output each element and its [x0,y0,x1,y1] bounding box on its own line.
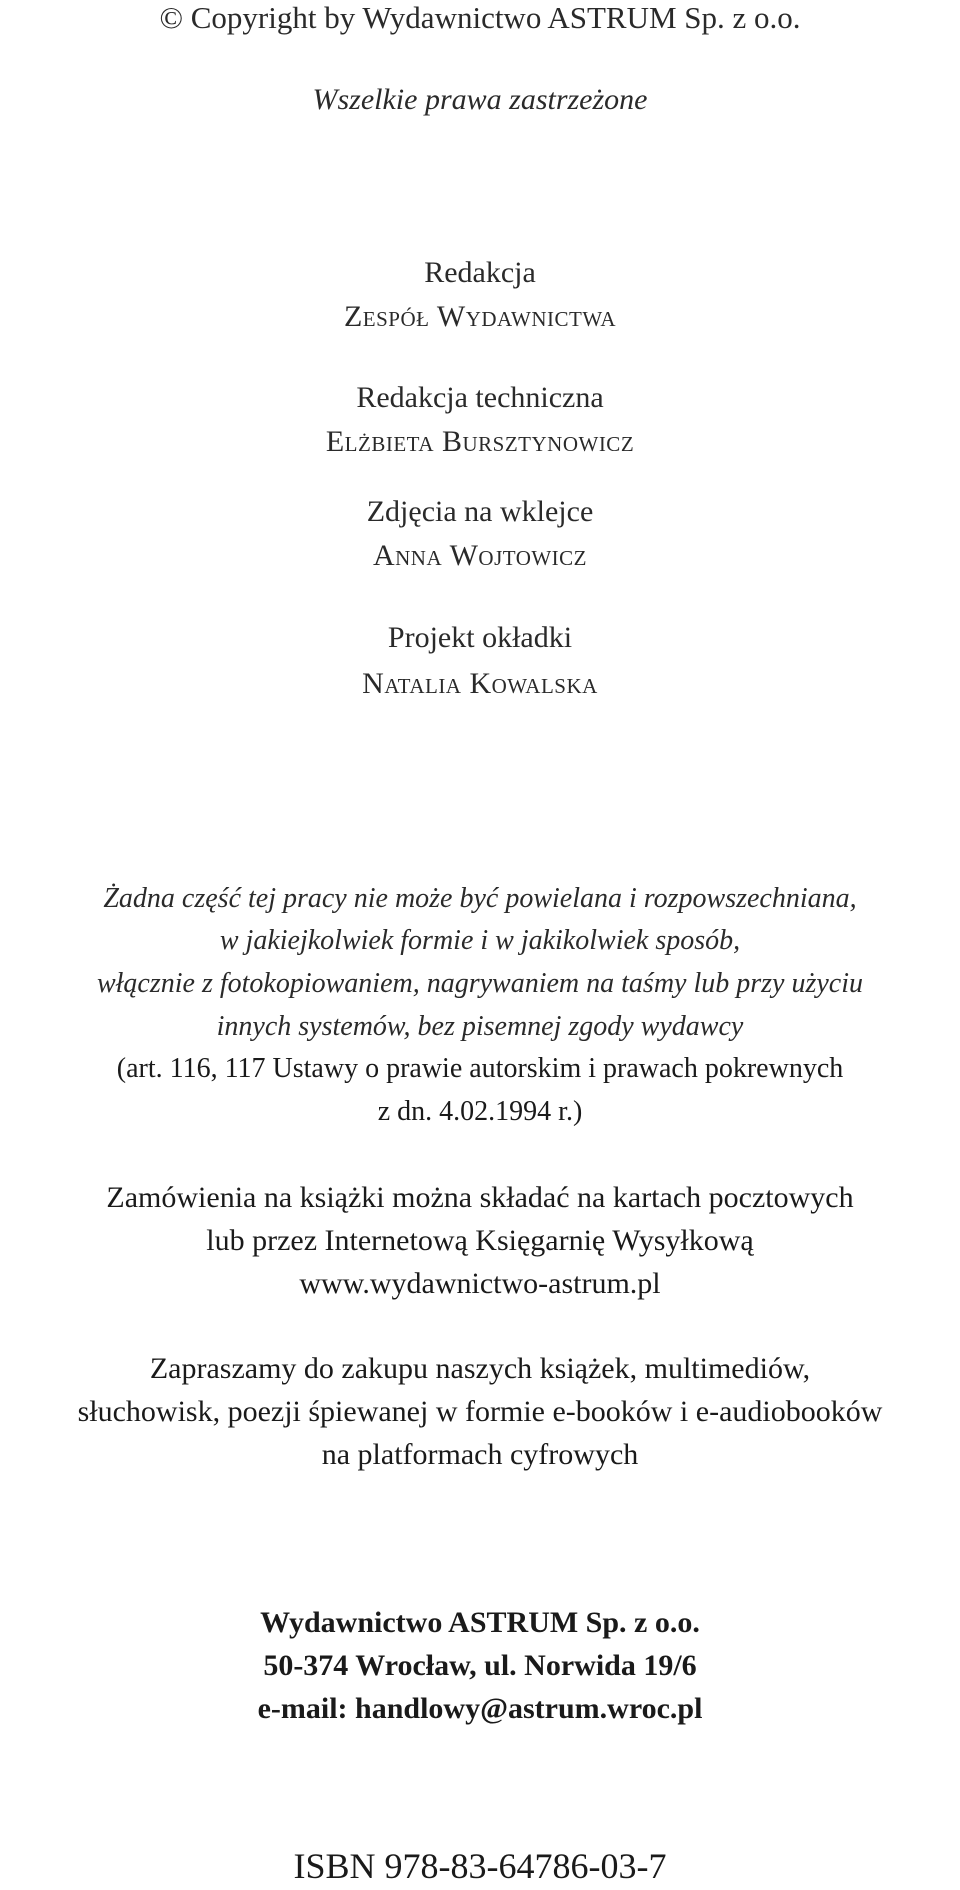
invitation-line: słuchowisk, poezji śpiewanej w formie e-booków i e-audiobooków [77,1395,883,1428]
invitation-line: Zapraszamy do zakupu naszych książek, multimediów, [149,1352,811,1385]
rights-reserved: Wszelkie prawa zastrzeżone [312,83,648,116]
credit-role-cover: Projekt okładki [387,621,573,654]
publisher-name: Wydawnictwo ASTRUM Sp. z o.o. [260,1606,700,1639]
notice-line: innych systemów, bez pisemnej zgody wydawcy [216,1011,744,1042]
publisher-email[interactable]: e-mail: handlowy@astrum.wroc.pl [257,1692,703,1725]
invitation-line: na platformach cyfrowych [321,1438,639,1471]
orders-line: lub przez Internetową Księgarnię Wysyłkową [206,1224,754,1257]
credit-role-technical-editing: Redakcja techniczna [356,381,604,414]
credit-name-photos: Anna Wojtowicz [372,539,588,572]
credit-name-cover: Natalia Kowalska [362,667,598,700]
credit-name-editing: Zespół Wydawnictwa [343,300,617,333]
credit-role-photos: Zdjęcia na wklejce [366,495,594,528]
notice-line: w jakiejkolwiek formie i w jakikolwiek sposób, [219,925,741,956]
publisher-address: 50-374 Wrocław, ul. Norwida 19/6 [263,1649,697,1682]
law-reference: z dn. 4.02.1994 r.) [377,1096,583,1127]
notice-line: Żadna część tej pracy nie może być powielana i rozpowszechniana, [103,883,857,914]
credit-name-technical-editing: Elżbieta Bursztynowicz [325,425,635,458]
website-link[interactable]: www.wydawnictwo-astrum.pl [299,1267,661,1300]
credit-role-editing: Redakcja [424,256,536,289]
isbn: ISBN 978-83-64786-03-7 [293,1846,667,1886]
orders-line: Zamówienia na książki można składać na kartach pocztowych [106,1181,854,1214]
notice-line: włącznie z fotokopiowaniem, nagrywaniem na taśmy lub przy użyciu [96,968,864,999]
law-reference: (art. 116, 117 Ustawy o prawie autorskim i prawach pokrewnych [116,1053,844,1084]
copyright-line: © Copyright by Wydawnictwo ASTRUM Sp. z o.o. [159,0,801,35]
